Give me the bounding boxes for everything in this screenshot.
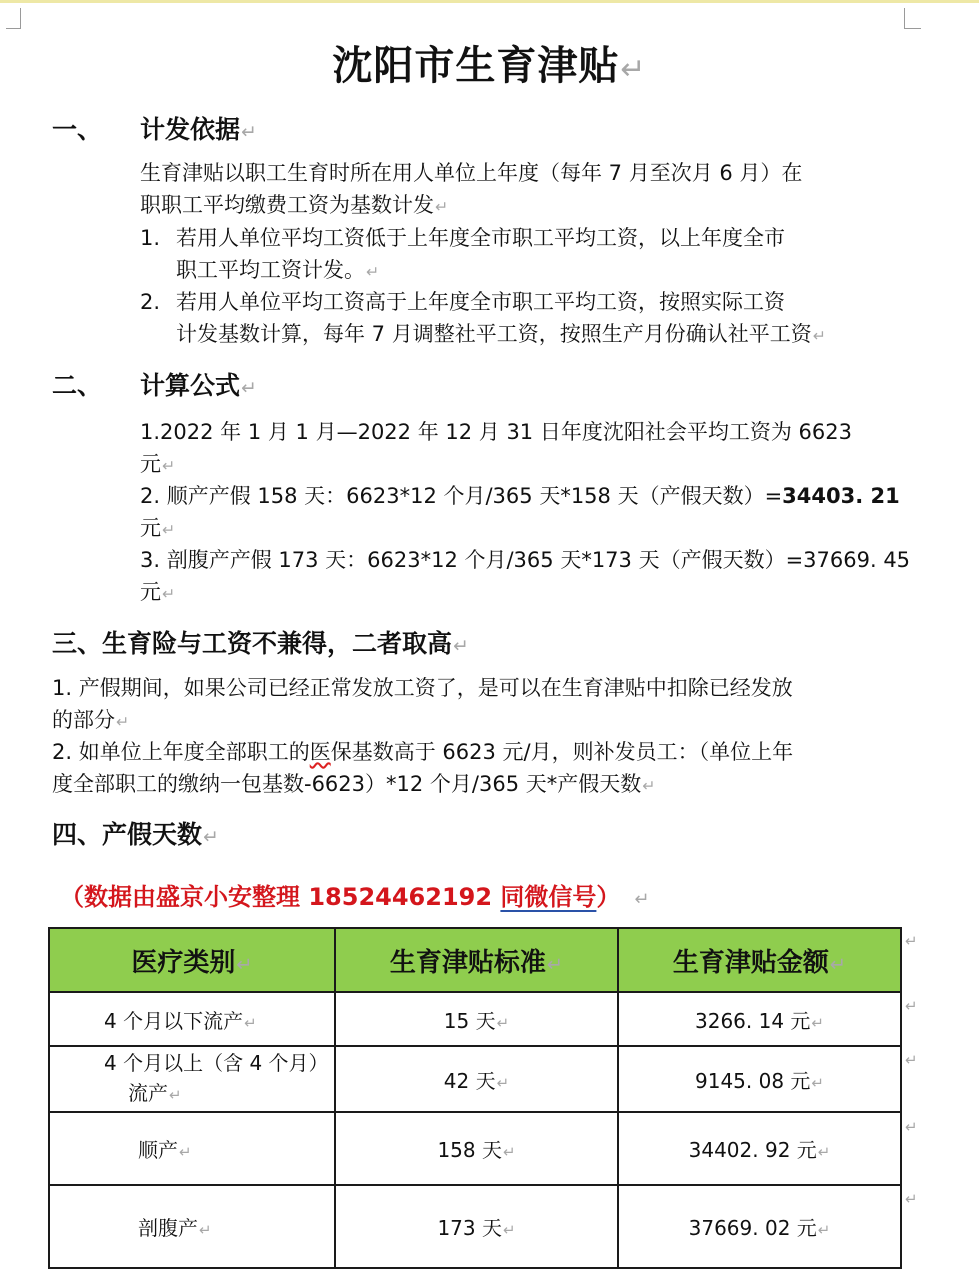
table-header-row	[49, 928, 901, 992]
paragraph-mark-icon	[203, 827, 219, 848]
paragraph-mark-icon	[162, 584, 175, 603]
paragraph-mark-icon	[162, 520, 175, 539]
cell-type: 顺产 ↵	[49, 1112, 335, 1185]
paragraph-mark-icon	[116, 712, 129, 731]
paragraph-mark-icon	[169, 1086, 182, 1104]
section-1-intro: 生育津贴以职工生育时所在用人单位上年度（每年 7 月至次月 6 月）在 职职工平均缴费工资为基数计发 ↵	[140, 157, 802, 223]
page-title: 沈阳市生育津贴 ↵	[0, 34, 979, 91]
formula-2: 2. 顺产产假 158 天：6623*12 个月/365 天*158 天（产假天数）=34403. 21 元 ↵	[140, 480, 900, 546]
row-end-mark-icon	[905, 997, 918, 1015]
paragraph-mark-icon	[503, 1221, 516, 1239]
section-3-item-1: 1. 产假期间，如果公司已经正常发放工资了，是可以在生育津贴中扣除已经发放 的部分 ↵	[52, 672, 793, 738]
paragraph-mark-icon	[818, 1143, 831, 1161]
section-1-item-2: 2. 若用人单位平均工资高于上年度全市职工平均工资，按照实际工资 计发基数计算，每年 7 月调整社平工资，按照生产月份确认社平工资 ↵	[140, 286, 826, 352]
paragraph-mark-icon	[241, 378, 257, 399]
table-row	[49, 1185, 901, 1268]
column-header-amount: 生育津贴金额 ↵	[618, 928, 901, 992]
paragraph-mark-icon	[241, 122, 257, 143]
cell-days: 158 天 ↵	[335, 1112, 618, 1185]
table-row	[49, 1046, 901, 1112]
formula-3: 3. 剖腹产产假 173 天：6623*12 个月/365 天*173 天（产假天数）=37669. 45 元 ↵	[140, 544, 910, 610]
row-end-mark-icon	[905, 1190, 918, 1208]
paragraph-mark-icon	[503, 1143, 516, 1161]
cell-amount: 34402. 92 元 ↵	[618, 1112, 901, 1185]
section-2-heading: 二、 计算公式 ↵	[52, 366, 257, 402]
section-1-item-1: 1. 若用人单位平均工资低于上年度全市职工平均工资，以上年度全市 职工平均工资计发。 ↵	[140, 222, 785, 288]
cell-type: 剖腹产 ↵	[49, 1185, 335, 1268]
paragraph-mark-icon	[244, 1014, 257, 1032]
section-4-heading: 四、产假天数 ↵	[52, 815, 219, 851]
wechat-label: 同微信号	[500, 883, 597, 911]
row-end-mark-icon	[905, 932, 918, 950]
paragraph-mark-icon	[497, 1074, 510, 1092]
row-end-mark-icon	[905, 1118, 918, 1136]
paragraph-mark-icon	[547, 953, 563, 976]
column-header-type: 医疗类别 ↵	[49, 928, 335, 992]
paragraph-mark-icon	[236, 953, 252, 976]
table-row	[49, 1112, 901, 1185]
paragraph-mark-icon	[642, 776, 655, 795]
cell-days: 173 天 ↵	[335, 1185, 618, 1268]
paragraph-mark-icon	[818, 1221, 831, 1239]
paragraph-mark-icon	[435, 197, 448, 216]
cell-type: 4 个月以下流产 ↵	[49, 992, 335, 1046]
paragraph-mark-icon	[162, 456, 175, 475]
table-row	[49, 992, 901, 1046]
section-1-heading: 一、 计发依据 ↵	[52, 110, 257, 146]
paragraph-mark-icon	[813, 326, 826, 345]
column-header-standard: 生育津贴标准 ↵	[335, 928, 618, 992]
paragraph-mark-icon	[453, 636, 469, 657]
cell-amount: 3266. 14 元 ↵	[618, 992, 901, 1046]
paragraph-mark-icon	[811, 1074, 824, 1092]
paragraph-mark-icon	[634, 889, 649, 910]
cell-days: 15 天 ↵	[335, 992, 618, 1046]
page-corner-mark-left	[6, 8, 21, 29]
cell-amount: 37669. 02 元 ↵	[618, 1185, 901, 1268]
spellcheck-underline: 医	[309, 740, 331, 764]
paragraph-mark-icon	[830, 953, 846, 976]
cell-days: 42 天 ↵	[335, 1046, 618, 1112]
section-3-heading: 三、生育险与工资不兼得，二者取高 ↵	[52, 624, 469, 660]
paragraph-mark-icon	[179, 1143, 192, 1161]
paragraph-mark-icon	[620, 52, 646, 87]
paragraph-mark-icon	[199, 1221, 212, 1239]
section-3-item-2: 2. 如单位上年度全部职工的医保基数高于 6623 元/月，则补发员工：（单位上年 度全部职工的缴纳一包基数-6623）*12 个月/365 天*产假天数 ↵	[52, 736, 793, 802]
source-note: （数据由盛京小安整理 18524462192 同微信号） ↵	[60, 877, 650, 912]
paragraph-mark-icon	[497, 1014, 510, 1032]
window-top-edge	[0, 0, 979, 3]
cell-type: 4 个月以上（含 4 个月） 流产 ↵	[49, 1046, 335, 1112]
cell-amount: 9145. 08 元 ↵	[618, 1046, 901, 1112]
formula-1: 1.2022 年 1 月 1 月—2022 年 12 月 31 日年度沈阳社会平均工资为 6623 元 ↵	[140, 416, 852, 482]
page-corner-mark-right	[904, 8, 921, 29]
paragraph-mark-icon	[366, 262, 379, 281]
maternity-leave-table	[48, 927, 902, 1269]
row-end-mark-icon	[905, 1051, 918, 1069]
paragraph-mark-icon	[811, 1014, 824, 1032]
